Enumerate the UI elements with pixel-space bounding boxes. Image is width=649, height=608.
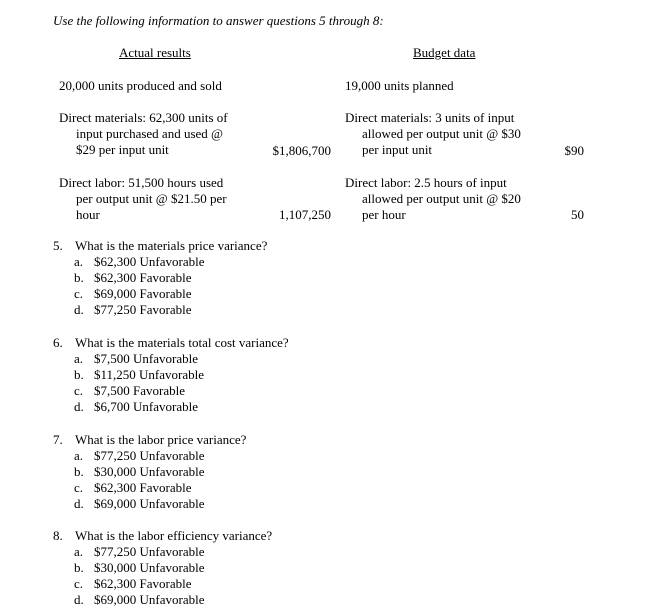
answer-option[interactable]: c. $69,000 Favorable — [74, 286, 192, 301]
answer-option[interactable]: d. $77,250 Favorable — [74, 302, 192, 317]
answer-option[interactable]: a. $7,500 Unfavorable — [74, 351, 198, 366]
question-text: What is the materials total cost variance? — [75, 335, 289, 350]
actual-labor-line: hour — [76, 207, 100, 222]
answer-option[interactable]: d. $69,000 Unfavorable — [74, 496, 205, 511]
question-5 — [53, 238, 267, 318]
answer-option[interactable]: c. $62,300 Favorable — [74, 480, 192, 495]
question-7 — [53, 432, 246, 512]
actual-results-header: Actual results — [119, 45, 191, 60]
question-text: What is the labor efficiency variance? — [75, 528, 273, 543]
question-number: 7. — [53, 432, 63, 447]
answer-option[interactable]: a. $77,250 Unfavorable — [74, 448, 205, 463]
budget-data-header: Budget data — [413, 45, 476, 60]
answer-option[interactable]: b. $11,250 Unfavorable — [74, 367, 204, 382]
answer-option[interactable]: b. $30,000 Unfavorable — [74, 464, 205, 479]
budget-labor-line: per hour — [362, 207, 406, 222]
question-number: 6. — [53, 335, 63, 350]
answer-option[interactable]: a. $62,300 Unfavorable — [74, 254, 205, 269]
answer-option[interactable]: d. $6,700 Unfavorable — [74, 399, 198, 414]
budget-labor-line: Direct labor: 2.5 hours of input — [345, 175, 507, 190]
question-6 — [53, 335, 289, 415]
question-8 — [53, 528, 272, 608]
actual-materials-line: $29 per input unit — [76, 142, 169, 157]
answer-option[interactable]: c. $62,300 Favorable — [74, 576, 192, 591]
budget-labor-amount: 50 — [571, 207, 584, 222]
budget-materials-line: allowed per output unit @ $30 — [362, 126, 521, 141]
budget-materials-amount: $90 — [564, 143, 584, 158]
question-text: What is the materials price variance? — [75, 238, 268, 253]
budget-materials-line: per input unit — [362, 142, 433, 157]
actual-labor-line: per output unit @ $21.50 per — [76, 191, 227, 206]
answer-option[interactable]: c. $7,500 Favorable — [74, 383, 185, 398]
question-number: 5. — [53, 238, 63, 253]
budget-units: 19,000 units planned — [345, 78, 454, 93]
answer-option[interactable]: d. $69,000 Unfavorable — [74, 592, 205, 607]
actual-units: 20,000 units produced and sold — [59, 78, 222, 93]
question-number: 8. — [53, 528, 63, 543]
actual-materials-line: input purchased and used @ — [76, 126, 223, 141]
answer-option[interactable]: b. $30,000 Unfavorable — [74, 560, 205, 575]
budget-labor-line: allowed per output unit @ $20 — [362, 191, 521, 206]
actual-materials-amount: $1,806,700 — [272, 143, 331, 158]
intro-text: Use the following information to answer questions 5 through 8: — [53, 13, 384, 28]
actual-labor-line: Direct labor: 51,500 hours used — [59, 175, 224, 190]
actual-labor-amount: 1,107,250 — [279, 207, 331, 222]
actual-materials-line: Direct materials: 62,300 units of — [59, 110, 228, 125]
answer-option[interactable]: a. $77,250 Unfavorable — [74, 544, 205, 559]
budget-materials-line: Direct materials: 3 units of input — [345, 110, 515, 125]
answer-option[interactable]: b. $62,300 Favorable — [74, 270, 192, 285]
question-text: What is the labor price variance? — [75, 432, 247, 447]
